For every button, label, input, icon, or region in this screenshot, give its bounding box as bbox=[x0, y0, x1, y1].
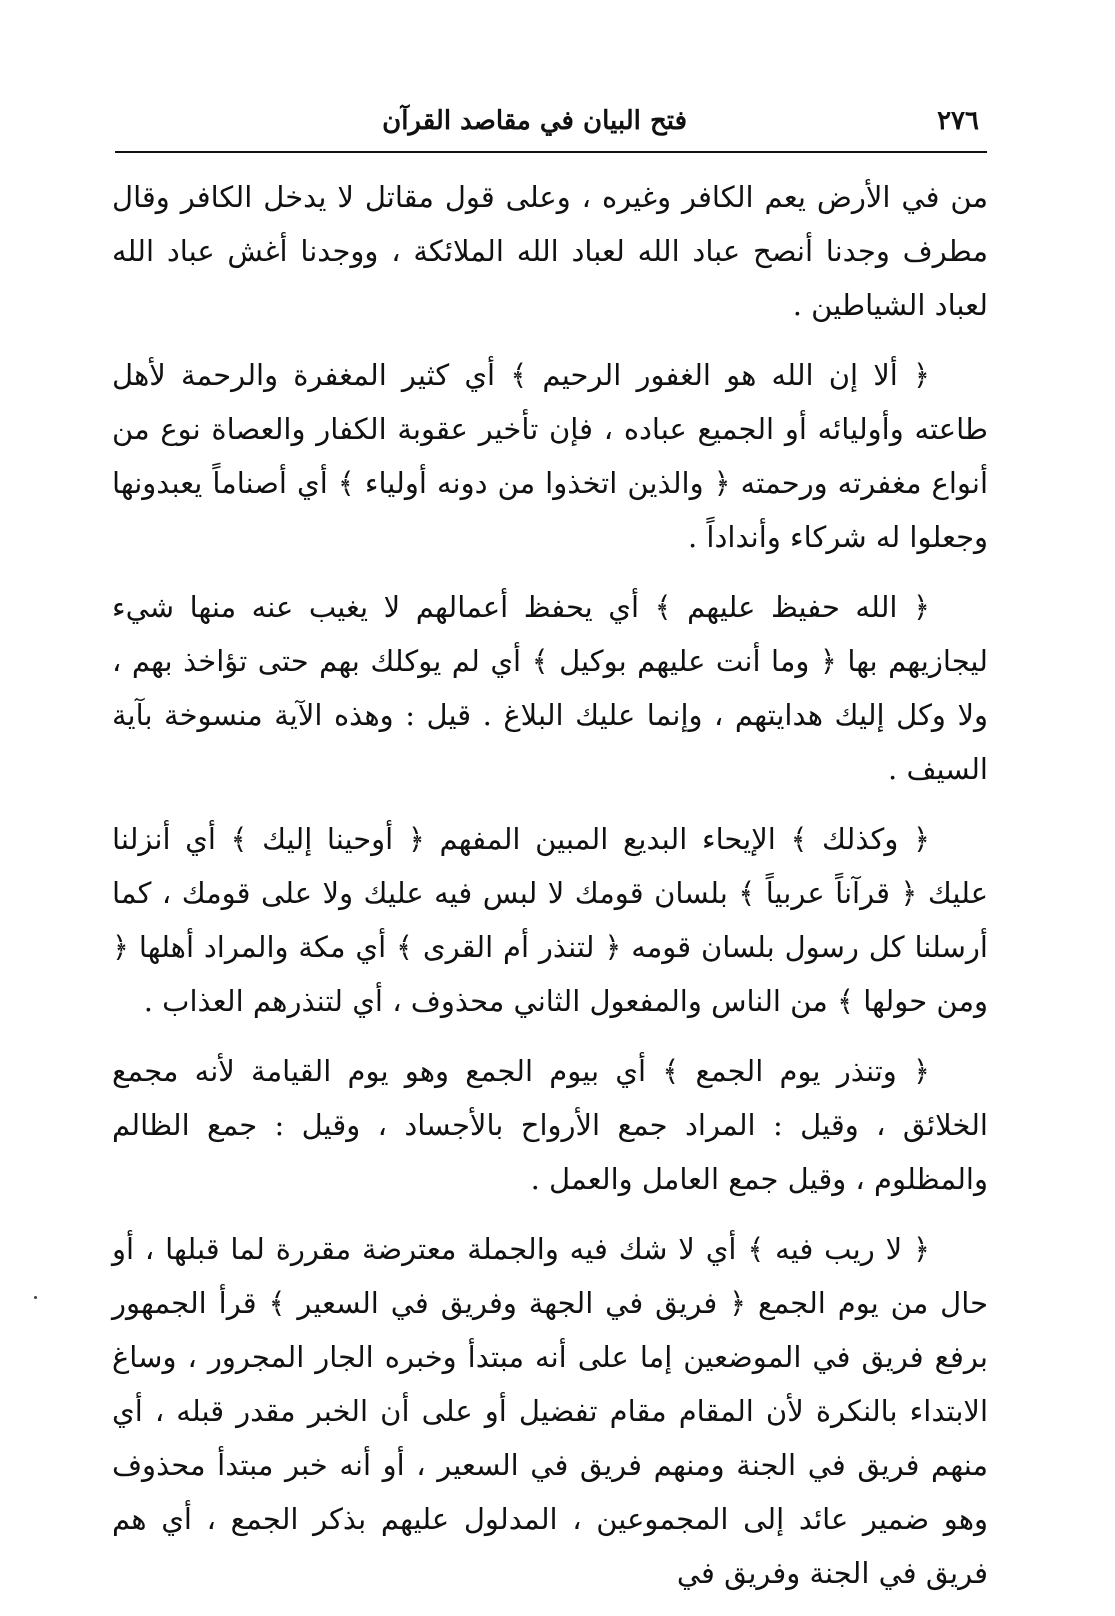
paragraph: ﴿ وكذلك ﴾ الإيحاء البديع المبين المفهم ﴿ أوحينا إليك ﴾ أي أنزلنا عليك ﴿ قرآناً عربياً ﴾ بلسان قومك لا لبس فيه عليك ولا على قومك ، كما أرسلنا كل رسول بلسان قومه ﴿ لتنذر أم القرى ﴾ أي مكة والمراد أهلها ﴿ ومن حولها ﴾ من الناس والمفعول الثاني محذوف ، أي لتنذرهم العذاب . bbox=[112, 822, 988, 1018]
header-rule bbox=[115, 151, 987, 153]
running-title: فتح البيان في مقاصد القرآن bbox=[382, 106, 687, 136]
paragraph: ﴿ وتنذر يوم الجمع ﴾ أي بيوم الجمع وهو يوم القيامة لأنه مجمع الخلائق ، وقيل : المراد جمع الأرواح بالأجساد ، وقيل : جمع الظالم والمظلوم ، وقيل جمع العامل والعمل . bbox=[112, 1054, 988, 1196]
page-body bbox=[112, 170, 988, 1616]
paragraph: ﴿ الله حفيظ عليهم ﴾ أي يحفظ أعمالهم لا يغيب عنه منها شيء ليجازيهم بها ﴿ وما أنت عليهم بوكيل ﴾ أي لم يوكلك بهم حتى تؤاخذ بهم ، ولا وكل إليك هدايتهم ، وإنما عليك البلاغ . قيل : وهذه الآية منسوخة بآية السيف . bbox=[112, 590, 988, 786]
page-header bbox=[115, 100, 987, 150]
paragraph: ﴿ ألا إن الله هو الغفور الرحيم ﴾ أي كثير المغفرة والرحمة لأهل طاعته وأوليائه أو الجميع عباده ، فإن تأخير عقوبة الكفار والعصاة نوع من أنواع مغفرته ورحمته ﴿ والذين اتخذوا من دونه أولياء ﴾ أي أصناماً يعبدونها وجعلوا له شركاء وأنداداً . bbox=[112, 358, 988, 554]
page-number: ٢٧٦ bbox=[937, 106, 979, 136]
scan-speck bbox=[34, 1296, 37, 1299]
paragraph: ﴿ لا ريب فيه ﴾ أي لا شك فيه والجملة معترضة مقررة لما قبلها ، أو حال من يوم الجمع ﴿ فريق في الجهة وفريق في السعير ﴾ قرأ الجمهور برفع فريق في الموضعين إما على أنه مبتدأ وخبره الجار المجرور ، وساغ الابتداء بالنكرة لأن المقام مقام تفضيل أو على أن الخبر مقدر قبله ، أي منهم فريق في الجنة ومنهم فريق في السعير ، أو أنه خبر مبتدأ محذوف وهو ضمير عائد إلى المجموعين ، المدلول عليهم بذكر الجمع ، أي هم فريق في الجنة وفريق في bbox=[112, 1232, 988, 1590]
paragraph: من في الأرض يعم الكافر وغيره ، وعلى قول مقاتل لا يدخل الكافر وقال مطرف وجدنا أنصح عباد الله لعباد الله الملائكة ، ووجدنا أغش عباد الله لعباد الشياطين . bbox=[112, 180, 988, 322]
